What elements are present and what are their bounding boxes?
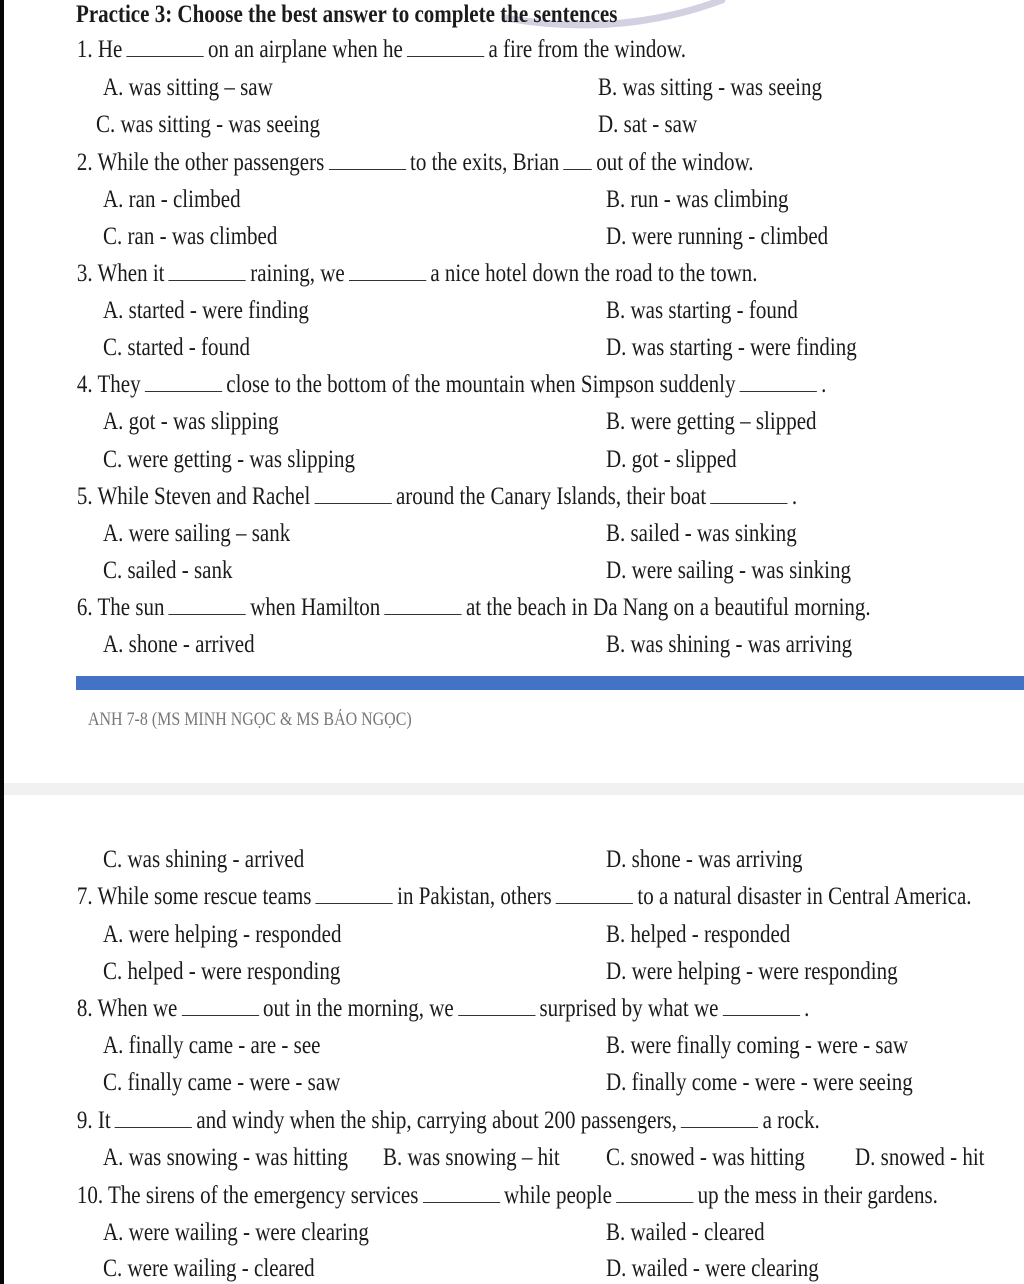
option-c: C. sailed - sank: [103, 557, 233, 584]
option-b: B. run - was climbing: [606, 186, 789, 213]
answer-blank: [182, 995, 259, 1016]
answer-blank: [145, 371, 222, 392]
answer-blank: [384, 594, 461, 615]
option-b: B. was shining - was arriving: [606, 631, 853, 658]
option-a: A. shone - arrived: [103, 631, 255, 658]
question-6: [76, 593, 872, 623]
question-text: 10. The sirens of the emergency services: [76, 1182, 419, 1209]
question-10: [76, 1181, 939, 1211]
answer-blank: [127, 36, 204, 57]
answer-blank: [169, 260, 246, 281]
option-b: B. was sitting - was seeing: [598, 74, 822, 101]
option-d: D. were running - climbed: [606, 223, 829, 250]
option-d: D. got - slipped: [606, 446, 737, 473]
option-c: C. ran - was climbed: [103, 223, 278, 250]
option-c: C. were getting - was slipping: [103, 446, 355, 473]
question-5: [76, 482, 798, 512]
option-b: B. was starting - found: [606, 297, 798, 324]
page-title: Practice 3: Choose the best answer to complete the sentences: [76, 1, 618, 28]
question-9: [76, 1106, 821, 1136]
answer-blank: [315, 483, 392, 504]
answer-blank: [458, 995, 535, 1016]
option-d: D. finally come - were - were seeing: [606, 1069, 913, 1096]
option-a: A. were helping - responded: [103, 921, 342, 948]
option-a: A. started - were finding: [103, 297, 309, 324]
question-text: 8. When we: [76, 995, 178, 1022]
left-edge-strip: [0, 0, 4, 1284]
answer-blank: [115, 1107, 192, 1128]
option-d: D. were sailing - was sinking: [606, 557, 851, 584]
question-text: around the Canary Islands, their boat: [395, 483, 707, 510]
option-a: A. were wailing - were clearing: [103, 1219, 369, 1246]
question-text: out in the morning, we: [263, 995, 454, 1022]
option-b: B. helped - responded: [606, 921, 791, 948]
question-text: 9. It: [76, 1107, 111, 1134]
question-text: 4. They: [76, 371, 141, 398]
answer-blank: [316, 883, 393, 904]
option-a: A. was snowing - was hitting: [103, 1144, 348, 1171]
option-a: A. finally came - are - see: [103, 1032, 321, 1059]
option-d: D. wailed - were clearing: [606, 1255, 819, 1282]
answer-blank: [681, 1107, 758, 1128]
option-b: B. sailed - was sinking: [606, 520, 797, 547]
option-c: C. were wailing - cleared: [103, 1255, 315, 1282]
option-b: B. was snowing – hit: [383, 1144, 560, 1171]
option-a: A. were sailing – sank: [103, 520, 291, 547]
option-c: C. snowed - was hitting: [606, 1144, 805, 1171]
option-b: B. were getting – slipped: [606, 408, 817, 435]
question-text: close to the bottom of the mountain when Simpson suddenly: [226, 371, 736, 398]
question-text: 2. While the other passengers: [76, 149, 325, 176]
question-text: 7. While some rescue teams: [76, 883, 312, 910]
page-footer-text: ANH 7-8 (MS MINH NGỌC & MS BẢO NGỌC): [88, 709, 412, 730]
option-c: C. finally came - were - saw: [103, 1069, 341, 1096]
answer-blank: [328, 149, 405, 170]
question-text: out of the window.: [596, 149, 754, 176]
question-text: at the beach in Da Nang on a beautiful morning.: [465, 594, 871, 621]
answer-blank: [710, 483, 787, 504]
question-text: a fire from the window.: [488, 36, 686, 63]
question-7: [76, 882, 972, 912]
question-2: [76, 148, 754, 178]
option-c: C. started - found: [103, 334, 250, 361]
question-8: [76, 994, 810, 1024]
question-text: up the mess in their gardens.: [697, 1182, 938, 1209]
question-4: [76, 370, 827, 400]
question-text: 5. While Steven and Rachel: [76, 483, 311, 510]
question-text: .: [804, 995, 810, 1022]
option-a: A. ran - climbed: [103, 186, 241, 213]
option-b: B. were finally coming - were - saw: [606, 1032, 909, 1059]
question-text: a rock.: [762, 1107, 820, 1134]
question-text: while people: [504, 1182, 612, 1209]
answer-blank: [169, 594, 246, 615]
question-text: 1. He: [76, 36, 123, 63]
answer-blank: [616, 1182, 693, 1203]
option-d: D. shone - was arriving: [606, 846, 803, 873]
question-text: 6. The sun: [76, 594, 165, 621]
answer-blank: [723, 995, 800, 1016]
question-text: a nice hotel down the road to the town.: [430, 260, 758, 287]
question-text: surprised by what we: [539, 995, 719, 1022]
option-c: C. helped - were responding: [103, 958, 341, 985]
question-text: raining, we: [250, 260, 345, 287]
option-d: D. were helping - were responding: [606, 958, 898, 985]
option-c: C. was shining - arrived: [103, 846, 305, 873]
question-text: on an airplane when he: [208, 36, 403, 63]
question-text: 3. When it: [76, 260, 165, 287]
option-a: A. got - was slipping: [103, 408, 279, 435]
option-d: D. sat - saw: [598, 111, 698, 138]
option-c: C. was sitting - was seeing: [96, 111, 320, 138]
question-text: .: [821, 371, 827, 398]
answer-blank: [423, 1182, 500, 1203]
question-text: and windy when the ship, carrying about 200 passengers,: [196, 1107, 677, 1134]
option-b: B. wailed - cleared: [606, 1219, 765, 1246]
question-text: when Hamilton: [250, 594, 381, 621]
page-separator: [4, 783, 1024, 795]
question-1: [76, 35, 687, 65]
question-text: to the exits, Brian: [409, 149, 560, 176]
question-text: to a natural disaster in Central America.: [637, 883, 972, 910]
option-d: D. was starting - were finding: [606, 334, 857, 361]
page-footer-bar: [76, 676, 1024, 690]
answer-blank: [740, 371, 817, 392]
answer-blank: [349, 260, 426, 281]
option-d: D. snowed - hit: [855, 1144, 985, 1171]
question-text: in Pakistan, others: [397, 883, 552, 910]
option-a: A. was sitting – saw: [103, 74, 273, 101]
answer-blank: [407, 36, 484, 57]
answer-blank: [556, 883, 633, 904]
answer-blank: [563, 149, 592, 170]
question-3: [76, 259, 758, 289]
question-text: .: [791, 483, 798, 510]
